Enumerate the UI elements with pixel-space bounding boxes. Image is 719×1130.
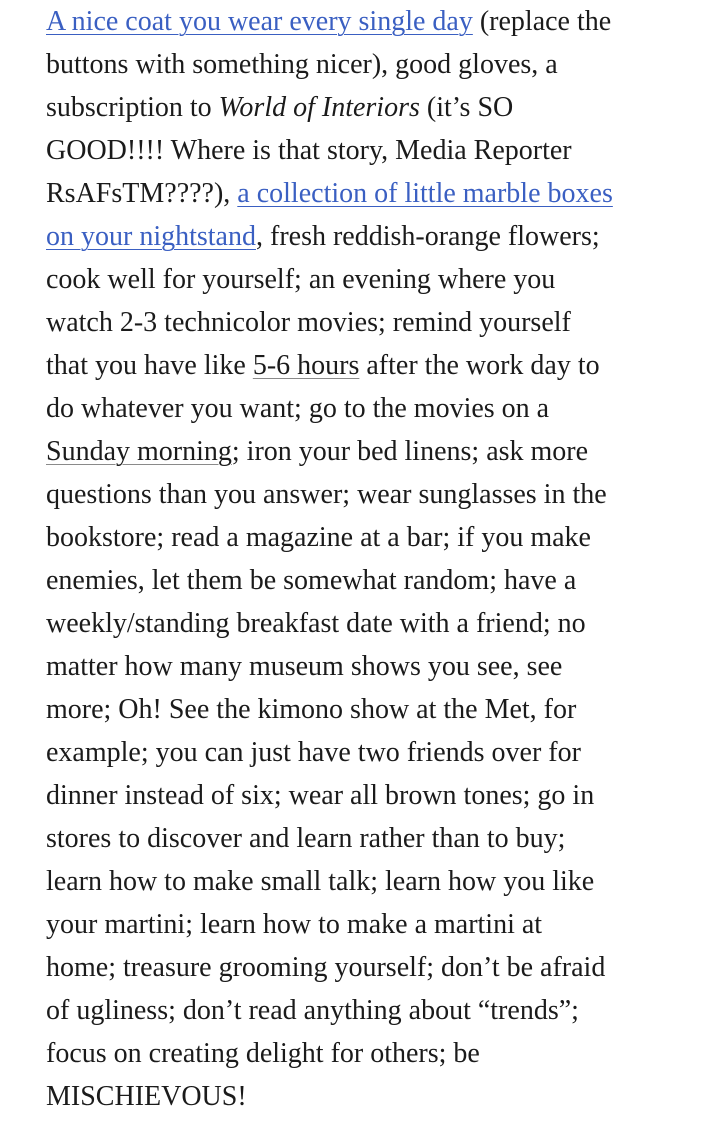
text-segment: weekly/standing breakfast date with a friend; no xyxy=(46,608,586,639)
text-segment: example; you can just have two friends over for xyxy=(46,737,581,768)
text-segment: buttons with something nicer), good gloves, a xyxy=(46,49,558,80)
text-line xyxy=(46,301,711,344)
text-segment: matter how many museum shows you see, see xyxy=(46,651,563,682)
text-segment: learn how to make small talk; learn how you like xyxy=(46,866,595,897)
text-line xyxy=(46,731,711,774)
text-line xyxy=(46,86,711,129)
text-segment: , fresh reddish-orange flowers; xyxy=(256,221,600,252)
text-line xyxy=(46,387,711,430)
text-segment: (it’s SO xyxy=(419,92,514,123)
text-segment: more; Oh! See the kimono show at the Met, for xyxy=(46,694,577,725)
text-line xyxy=(46,0,711,43)
text-segment: of ugliness; don’t read anything about “trends”; xyxy=(46,995,579,1026)
text-segment: MISCHIEVOUS! xyxy=(46,1081,247,1112)
text-line xyxy=(46,43,711,86)
magazine-title: World of Interiors xyxy=(218,92,420,123)
text-segment: questions than you answer; wear sunglasses in the xyxy=(46,479,607,510)
text-line xyxy=(46,516,711,559)
text-line xyxy=(46,817,711,860)
text-segment: RsAFsTM????), xyxy=(46,178,238,209)
text-line xyxy=(46,215,711,258)
text-line xyxy=(46,774,711,817)
text-segment: stores to discover and learn rather than to buy; xyxy=(46,823,566,854)
text-segment: after the work day to xyxy=(359,350,600,381)
text-segment: GOOD!!!! Where is that story, Media Reporter xyxy=(46,135,572,166)
text-line xyxy=(46,258,711,301)
text-segment: ; iron your bed linens; ask more xyxy=(231,436,589,467)
text-segment: focus on creating delight for others; be xyxy=(46,1038,480,1069)
text-segment: (replace the xyxy=(472,6,612,37)
text-line xyxy=(46,645,711,688)
text-segment: your martini; learn how to make a martini at xyxy=(46,909,543,940)
text-segment: subscription to xyxy=(46,92,219,123)
text-line xyxy=(46,172,711,215)
link-nice-coat[interactable]: A nice coat you wear every single day xyxy=(46,6,473,37)
text-segment: enemies, let them be somewhat random; have a xyxy=(46,565,577,596)
text-line xyxy=(46,559,711,602)
link-marble-boxes[interactable]: a collection of little marble boxes xyxy=(237,178,613,209)
text-line xyxy=(46,129,711,172)
text-segment: dinner instead of six; wear all brown tones; go in xyxy=(46,780,595,811)
link-five-six-hours[interactable]: 5-6 hours xyxy=(252,350,360,381)
text-line xyxy=(46,1075,711,1118)
text-line xyxy=(46,903,711,946)
text-line xyxy=(46,344,711,387)
link-marble-boxes-continued[interactable]: on your nightstand xyxy=(46,221,256,252)
text-line xyxy=(46,989,711,1032)
text-line xyxy=(46,860,711,903)
text-line xyxy=(46,430,711,473)
text-segment: cook well for yourself; an evening where you xyxy=(46,264,556,295)
text-line xyxy=(46,688,711,731)
article-paragraph xyxy=(46,0,711,1118)
text-line xyxy=(46,1032,711,1075)
text-segment: watch 2-3 technicolor movies; remind yourself xyxy=(46,307,571,338)
text-segment: bookstore; read a magazine at a bar; if you make xyxy=(46,522,591,553)
text-segment: do whatever you want; go to the movies on a xyxy=(46,393,550,424)
text-segment: home; treasure grooming yourself; don’t be afraid xyxy=(46,952,606,983)
link-sunday-morning[interactable]: Sunday morning xyxy=(46,436,232,467)
text-line xyxy=(46,602,711,645)
text-line xyxy=(46,946,711,989)
text-line xyxy=(46,473,711,516)
text-segment: that you have like xyxy=(46,350,253,381)
